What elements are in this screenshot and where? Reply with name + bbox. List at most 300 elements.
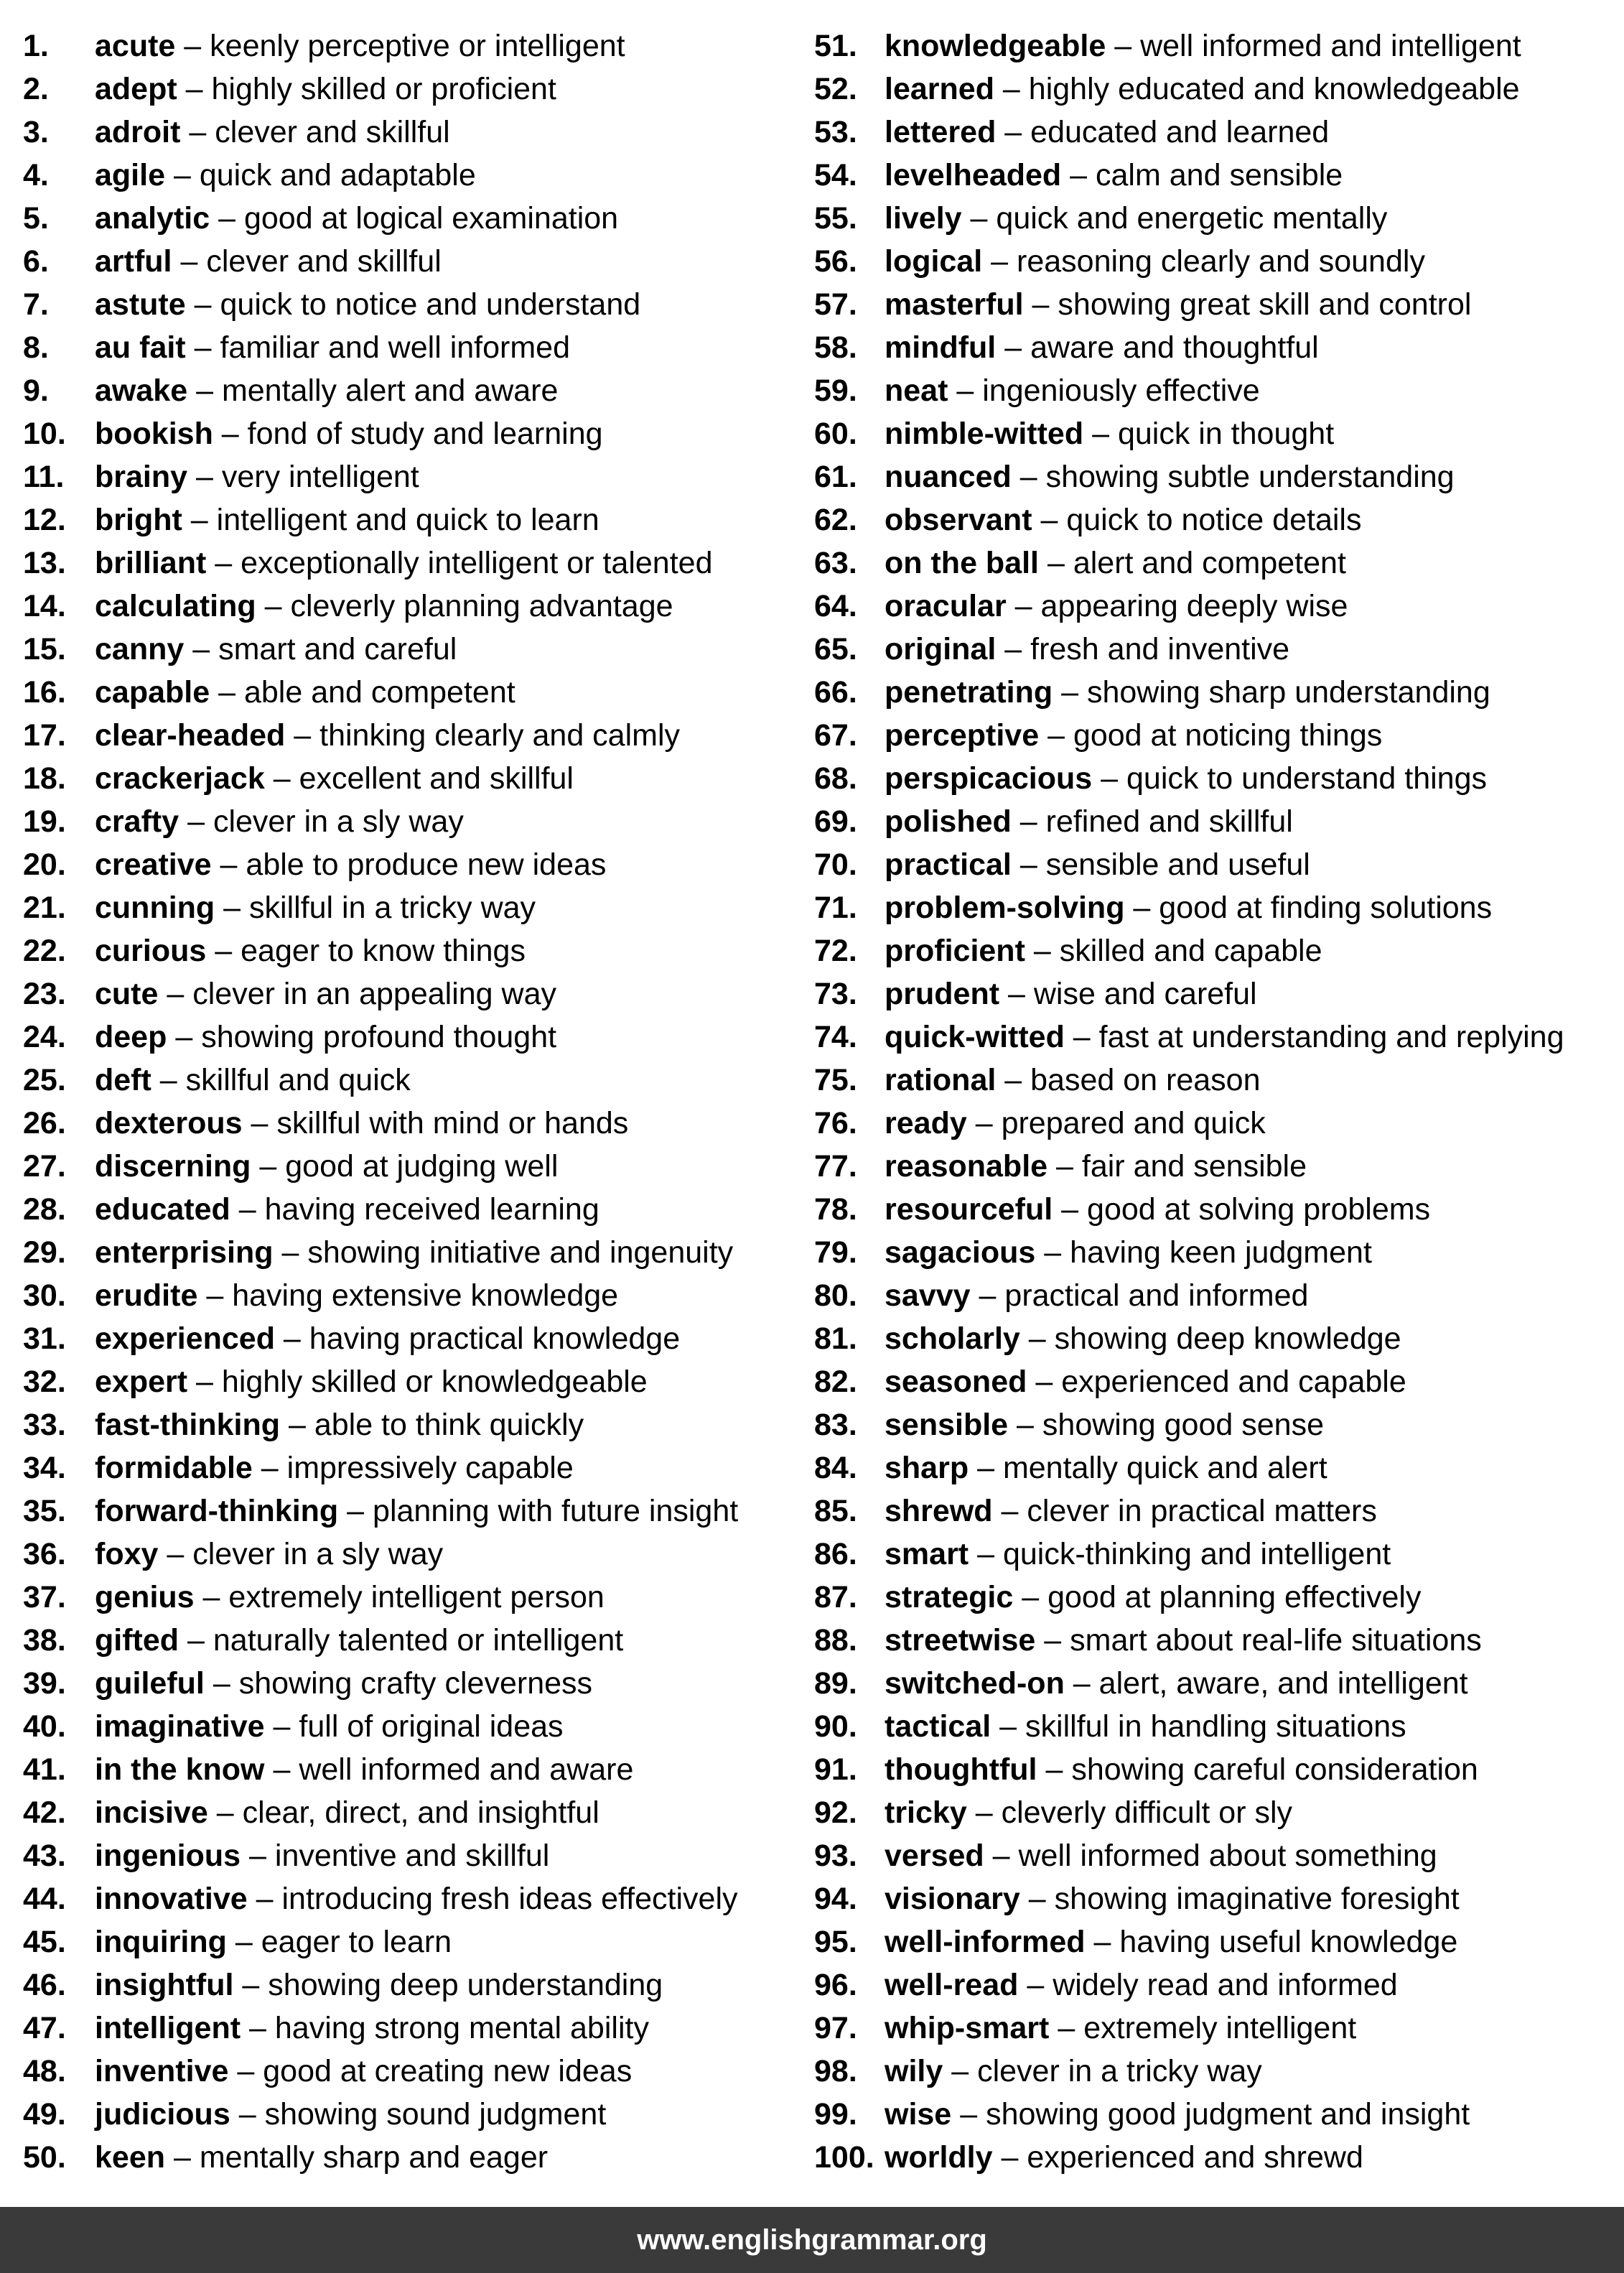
item-term: lively (885, 201, 962, 236)
item-dash: – (273, 1752, 291, 1787)
item-dash: – (960, 2097, 978, 2132)
item-definition: familiar and well informed (220, 330, 570, 365)
item-term: thoughtful (885, 1752, 1037, 1787)
list-item (814, 671, 1618, 714)
item-dash: – (215, 934, 233, 968)
item-dash: – (1073, 1020, 1091, 1054)
list-item (814, 1059, 1618, 1102)
list-item (23, 1834, 806, 1877)
list-item (814, 326, 1618, 369)
list-item (814, 1102, 1618, 1145)
list-item (23, 628, 806, 671)
item-number: 68. (814, 761, 857, 796)
item-number: 41. (23, 1752, 66, 1787)
item-term: mindful (885, 330, 997, 365)
item-definition: smart and careful (218, 632, 457, 666)
item-definition: showing imaginative foresight (1054, 1882, 1460, 1916)
item-number: 4. (23, 158, 49, 192)
item-definition: practical and informed (1004, 1278, 1309, 1313)
item-number: 83. (814, 1408, 857, 1442)
item-dash: – (196, 460, 213, 494)
item-number: 52. (814, 72, 857, 106)
item-dash: – (979, 1278, 997, 1313)
list-item (814, 412, 1618, 455)
list-item (23, 757, 806, 800)
item-dash: – (1017, 1408, 1034, 1442)
item-definition: quick in thought (1117, 417, 1335, 451)
item-definition: calm and sensible (1096, 158, 1343, 192)
item-dash: – (159, 1063, 177, 1097)
list-item (814, 714, 1618, 757)
item-number: 39. (23, 1666, 66, 1701)
item-dash: – (192, 632, 210, 666)
list-item (814, 1145, 1618, 1188)
item-term: cute (95, 977, 159, 1011)
item-number: 1. (23, 29, 49, 63)
list-item (23, 800, 806, 843)
item-definition: well informed and intelligent (1140, 29, 1521, 63)
item-dash: – (1058, 2011, 1075, 2045)
item-dash: – (1008, 977, 1025, 1011)
item-term: bright (95, 503, 182, 537)
item-dash: – (1073, 1666, 1091, 1701)
item-number: 50. (23, 2140, 66, 2175)
item-dash: – (970, 201, 988, 236)
list-item (23, 714, 806, 757)
item-number: 49. (23, 2097, 66, 2132)
item-dash: – (1133, 891, 1151, 925)
item-number: 17. (23, 718, 66, 753)
list-item (23, 197, 806, 240)
list-item (23, 843, 806, 886)
item-definition: clever in an appealing way (192, 977, 557, 1011)
item-dash: – (283, 1321, 301, 1356)
item-term: visionary (885, 1882, 1020, 1916)
item-term: adroit (95, 115, 181, 149)
item-dash: – (273, 761, 291, 796)
list-item (814, 585, 1618, 628)
item-term: resourceful (885, 1192, 1053, 1227)
list-item (814, 628, 1618, 671)
list-item (23, 1748, 806, 1791)
item-term: sensible (885, 1408, 1009, 1442)
item-term: bookish (95, 417, 213, 451)
item-dash: – (1022, 1580, 1040, 1614)
item-term: polished (885, 804, 1012, 839)
item-dash: – (220, 847, 238, 882)
list-item (23, 498, 806, 541)
item-term: masterful (885, 287, 1024, 322)
item-term: nimble-witted (885, 417, 1084, 451)
item-dash: – (1047, 718, 1065, 753)
item-number: 29. (23, 1235, 66, 1270)
item-definition: good at noticing things (1073, 718, 1383, 753)
list-item (814, 1619, 1618, 1662)
item-number: 25. (23, 1063, 66, 1097)
item-dash: – (238, 1192, 256, 1227)
item-dash: – (249, 1839, 266, 1873)
item-term: penetrating (885, 675, 1053, 710)
item-dash: – (216, 1795, 234, 1830)
list-item (814, 1274, 1618, 1317)
item-term: scholarly (885, 1321, 1020, 1356)
item-number: 30. (23, 1278, 66, 1313)
item-term: savvy (885, 1278, 971, 1313)
item-term: experienced (95, 1321, 275, 1356)
item-number: 26. (23, 1106, 66, 1140)
item-term: awake (95, 373, 188, 408)
list-item (814, 929, 1618, 972)
item-number: 21. (23, 891, 66, 925)
item-definition: impressively capable (286, 1451, 574, 1485)
item-dash: – (975, 1795, 993, 1830)
item-definition: having received learning (264, 1192, 599, 1227)
item-term: perspicacious (885, 761, 1093, 796)
item-term: deft (95, 1063, 151, 1097)
item-number: 81. (814, 1321, 857, 1356)
list-item (23, 1446, 806, 1489)
item-number: 7. (23, 287, 49, 322)
item-dash: – (215, 546, 233, 580)
item-term: capable (95, 675, 210, 710)
item-dash: – (235, 1925, 253, 1959)
item-term: enterprising (95, 1235, 274, 1270)
item-dash: – (206, 1278, 224, 1313)
item-term: guileful (95, 1666, 205, 1701)
item-number: 96. (814, 1968, 857, 2002)
item-dash: – (196, 1365, 213, 1399)
item-term: lettered (885, 115, 997, 149)
list-item (814, 1791, 1618, 1834)
item-dash: – (1004, 1063, 1022, 1097)
item-number: 54. (814, 158, 857, 192)
item-definition: intelligent and quick to learn (216, 503, 599, 537)
item-definition: quick and energetic mentally (996, 201, 1388, 236)
item-dash: – (1033, 934, 1051, 968)
item-definition: wise and careful (1033, 977, 1257, 1011)
item-term: crafty (95, 804, 179, 839)
list-item (814, 1963, 1618, 2007)
item-term: streetwise (885, 1623, 1036, 1658)
item-term: innovative (95, 1882, 248, 1916)
item-term: keen (95, 2140, 166, 2175)
list-item (23, 1317, 806, 1360)
list-item (814, 111, 1618, 154)
list-item (23, 68, 806, 111)
list-item (23, 240, 806, 283)
item-number: 76. (814, 1106, 857, 1140)
item-term: canny (95, 632, 185, 666)
item-definition: showing great skill and control (1058, 287, 1472, 322)
item-number: 63. (814, 546, 857, 580)
item-definition: having useful knowledge (1119, 1925, 1458, 1959)
item-term: wise (885, 2097, 952, 2132)
list-item (814, 800, 1618, 843)
item-term: worldly (885, 2140, 993, 2175)
item-number: 20. (23, 847, 66, 882)
item-number: 13. (23, 546, 66, 580)
item-dash: – (190, 503, 208, 537)
list-item (814, 2093, 1618, 2136)
item-definition: prepared and quick (1001, 1106, 1266, 1140)
item-definition: aware and thoughtful (1030, 330, 1319, 365)
item-term: prudent (885, 977, 1000, 1011)
item-definition: experienced and shrewd (1027, 2140, 1363, 2175)
item-dash: – (167, 1537, 185, 1571)
item-dash: – (1056, 1149, 1073, 1184)
list-item (23, 1576, 806, 1619)
item-term: levelheaded (885, 158, 1062, 192)
item-definition: good at logical examination (243, 201, 619, 236)
item-definition: full of original ideas (299, 1709, 564, 1744)
item-term: original (885, 632, 997, 666)
item-definition: highly educated and knowledgeable (1028, 72, 1520, 106)
item-term: adept (95, 72, 177, 106)
item-term: seasoned (885, 1365, 1027, 1399)
item-dash: – (992, 1839, 1010, 1873)
list-item (814, 197, 1618, 240)
list-item (23, 1705, 806, 1748)
item-definition: fond of study and learning (247, 417, 603, 451)
item-dash: – (1002, 72, 1020, 106)
item-definition: planning with future insight (373, 1494, 739, 1528)
item-dash: – (951, 2054, 969, 2088)
item-term: nuanced (885, 460, 1012, 494)
footer-url: www.englishgrammar.org (637, 2224, 987, 2256)
item-dash: – (238, 2097, 256, 2132)
item-dash: – (347, 1494, 365, 1528)
item-dash: – (237, 2054, 255, 2088)
item-definition: having strong mental ability (274, 2011, 649, 2045)
item-definition: quick-thinking and intelligent (1002, 1537, 1391, 1571)
item-number: 65. (814, 632, 857, 666)
item-definition: thinking clearly and calmly (319, 718, 681, 753)
item-number: 37. (23, 1580, 66, 1614)
item-number: 75. (814, 1063, 857, 1097)
item-number: 45. (23, 1925, 66, 1959)
item-number: 12. (23, 503, 66, 537)
item-definition: naturally talented or intelligent (213, 1623, 624, 1658)
item-number: 67. (814, 718, 857, 753)
item-definition: based on reason (1030, 1063, 1261, 1097)
item-definition: quick to notice and understand (220, 287, 641, 322)
item-term: genius (95, 1580, 195, 1614)
item-dash: – (999, 1709, 1017, 1744)
item-term: shrewd (885, 1494, 993, 1528)
item-term: brainy (95, 460, 188, 494)
item-term: oracular (885, 589, 1007, 623)
item-number: 62. (814, 503, 857, 537)
list-item (23, 2050, 806, 2093)
list-item (23, 1403, 806, 1446)
item-definition: excellent and skillful (299, 761, 574, 796)
list-item (814, 2136, 1618, 2179)
item-definition: quick to notice details (1066, 503, 1362, 537)
item-definition: showing initiative and ingenuity (307, 1235, 734, 1270)
item-number: 98. (814, 2054, 857, 2088)
item-number: 80. (814, 1278, 857, 1313)
item-number: 100. (814, 2140, 874, 2175)
item-definition: keenly perceptive or intelligent (210, 29, 625, 63)
item-definition: fair and sensible (1081, 1149, 1307, 1184)
list-item (23, 2007, 806, 2050)
item-definition: showing profound thought (201, 1020, 557, 1054)
item-number: 53. (814, 115, 857, 149)
list-item (814, 972, 1618, 1015)
item-definition: mentally alert and aware (221, 373, 559, 408)
list-item (814, 1231, 1618, 1274)
item-definition: reasoning clearly and soundly (1017, 244, 1425, 279)
item-definition: quick to understand things (1126, 761, 1488, 796)
item-definition: experienced and capable (1061, 1365, 1406, 1399)
item-dash: – (1070, 158, 1088, 192)
item-term: incisive (95, 1795, 208, 1830)
list-item (23, 111, 806, 154)
list-item (23, 283, 806, 326)
list-item (23, 455, 806, 498)
item-definition: able and competent (243, 675, 515, 710)
item-dash: – (273, 1709, 291, 1744)
item-dash: – (1101, 761, 1119, 796)
item-number: 56. (814, 244, 857, 279)
list-item (814, 24, 1618, 68)
item-definition: good at finding solutions (1159, 891, 1493, 925)
item-dash: – (1061, 675, 1079, 710)
list-item (814, 1877, 1618, 1920)
item-definition: cleverly difficult or sly (1001, 1795, 1293, 1830)
item-term: acute (95, 29, 176, 63)
item-definition: skillful and quick (185, 1063, 411, 1097)
item-term: agile (95, 158, 165, 192)
list-item (814, 68, 1618, 111)
item-number: 35. (23, 1494, 66, 1528)
item-term: au fait (95, 330, 186, 365)
list-item (23, 929, 806, 972)
item-number: 40. (23, 1709, 66, 1744)
item-dash: – (242, 1968, 260, 2002)
item-number: 94. (814, 1882, 857, 1916)
item-number: 84. (814, 1451, 857, 1485)
list-item (814, 1489, 1618, 1533)
item-term: crackerjack (95, 761, 265, 796)
list-item (23, 541, 806, 585)
item-term: curious (95, 934, 207, 968)
item-term: calculating (95, 589, 256, 623)
item-dash: – (1019, 847, 1037, 882)
list-item (23, 2136, 806, 2179)
item-number: 79. (814, 1235, 857, 1270)
item-term: brilliant (95, 546, 207, 580)
item-term: expert (95, 1365, 188, 1399)
item-definition: having keen judgment (1070, 1235, 1372, 1270)
list-item (814, 1360, 1618, 1403)
item-number: 34. (23, 1451, 66, 1485)
item-definition: having extensive knowledge (232, 1278, 619, 1313)
item-dash: – (1028, 1882, 1046, 1916)
list-item (814, 843, 1618, 886)
item-number: 46. (23, 1968, 66, 2002)
item-term: educated (95, 1192, 230, 1227)
item-definition: highly skilled or proficient (211, 72, 556, 106)
item-definition: widely read and informed (1053, 1968, 1398, 2002)
list-item (23, 972, 806, 1015)
item-term: switched-on (885, 1666, 1065, 1701)
item-dash: – (1114, 29, 1132, 63)
item-term: tricky (885, 1795, 967, 1830)
list-item (814, 369, 1618, 412)
item-definition: clever and skillful (215, 115, 450, 149)
item-dash: – (185, 72, 203, 106)
item-dash: – (1044, 1623, 1062, 1658)
item-dash: – (196, 373, 213, 408)
item-definition: extremely intelligent person (228, 1580, 605, 1614)
item-term: judicious (95, 2097, 230, 2132)
item-definition: good at solving problems (1087, 1192, 1431, 1227)
item-dash: – (1093, 1925, 1111, 1959)
item-definition: skilled and capable (1059, 934, 1322, 968)
item-term: in the know (95, 1752, 265, 1787)
item-number: 91. (814, 1752, 857, 1787)
list-item (23, 1791, 806, 1834)
list-item (23, 2093, 806, 2136)
item-dash: – (1001, 1494, 1019, 1528)
item-definition: introducing fresh ideas effectively (281, 1882, 738, 1916)
item-definition: ingeniously effective (982, 373, 1260, 408)
item-number: 85. (814, 1494, 857, 1528)
item-definition: well informed and aware (299, 1752, 634, 1787)
item-definition: showing deep knowledge (1054, 1321, 1401, 1356)
item-definition: showing crafty cleverness (238, 1666, 593, 1701)
item-dash: – (1047, 546, 1065, 580)
item-term: reasonable (885, 1149, 1048, 1184)
item-term: clear-headed (95, 718, 286, 753)
item-dash: – (202, 1580, 220, 1614)
list-item (23, 369, 806, 412)
item-definition: clever and skillful (206, 244, 442, 279)
item-dash: – (977, 1451, 994, 1485)
item-definition: educated and learned (1030, 115, 1330, 149)
item-definition: able to produce new ideas (246, 847, 607, 882)
item-definition: eager to know things (241, 934, 526, 968)
item-dash: – (1061, 1192, 1079, 1227)
item-dash: – (1019, 460, 1037, 494)
list-item (23, 326, 806, 369)
item-number: 14. (23, 589, 66, 623)
item-definition: sensible and useful (1045, 847, 1310, 882)
item-definition: good at planning effectively (1047, 1580, 1422, 1614)
item-term: versed (885, 1839, 984, 1873)
item-dash: – (956, 373, 974, 408)
item-term: smart (885, 1537, 969, 1571)
item-dash: – (977, 1537, 994, 1571)
item-definition: skillful in a tricky way (249, 891, 536, 925)
list-item (23, 1015, 806, 1059)
word-list-column-left (23, 24, 806, 2179)
item-number: 72. (814, 934, 857, 968)
item-number: 27. (23, 1149, 66, 1184)
item-term: learned (885, 72, 994, 106)
item-definition: clever in a sly way (213, 804, 464, 839)
item-number: 23. (23, 977, 66, 1011)
item-dash: – (175, 1020, 193, 1054)
list-item (814, 1446, 1618, 1489)
item-number: 6. (23, 244, 49, 279)
list-item (814, 455, 1618, 498)
list-item (23, 1920, 806, 1963)
list-item (23, 1662, 806, 1705)
item-number: 66. (814, 675, 857, 710)
item-number: 22. (23, 934, 66, 968)
